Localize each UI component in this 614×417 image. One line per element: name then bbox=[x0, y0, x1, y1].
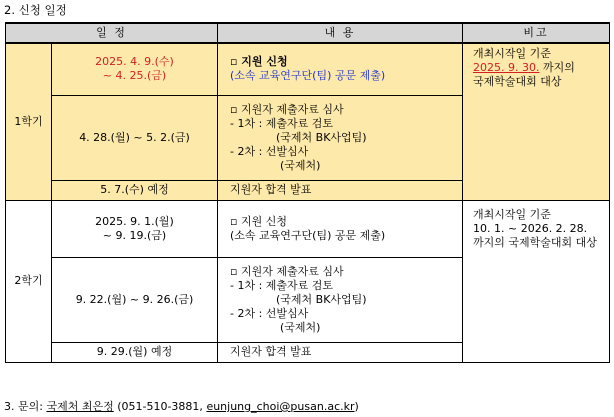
header-schedule: 일 정 bbox=[6, 23, 218, 43]
sem2-review-content: ▫ 지원자 제출자료 심사 - 1차 : 제출자료 검토 (국제처 BK사업팀) - 2차 : 선발심사 (국제처) bbox=[218, 257, 463, 342]
sem1-apply-content: ▫ 지원 신청 (소속 교육연구단(팀) 공문 제출) bbox=[218, 43, 463, 95]
sem2-note: 개최시작일 기준 10. 1. ~ 2026. 2. 28. 까지의 국제학술대회 대상 bbox=[463, 200, 610, 362]
contact-suffix: ) bbox=[354, 400, 359, 413]
contact-prefix: 3. 문의: bbox=[4, 400, 47, 413]
sem1-result-content: 지원자 합격 발표 bbox=[218, 180, 463, 200]
sem1-apply-date: 2025. 4. 9.(수) ~ 4. 25.(금) bbox=[52, 43, 218, 95]
table-row bbox=[6, 43, 610, 95]
sem1-review-date: 4. 28.(월) ~ 5. 2.(금) bbox=[52, 95, 218, 180]
sem2-apply-date: 2025. 9. 1.(월) ~ 9. 19.(금) bbox=[52, 200, 218, 257]
contact-name: 국제처 최은정 bbox=[46, 400, 114, 413]
sem2-review-date: 9. 22.(월) ~ 9. 26.(금) bbox=[52, 257, 218, 342]
sem2-result-date: 9. 29.(월) 예정 bbox=[52, 342, 218, 362]
table-row bbox=[6, 200, 610, 257]
sem1-note: 개최시작일 기준 2025. 9. 30. 까지의 국제학술대회 대상 bbox=[463, 43, 610, 200]
sem2-apply-content: ▫ 지원 신청 (소속 교육연구단(팀) 공문 제출) bbox=[218, 200, 463, 257]
contact-email-link[interactable]: eunjung_choi@pusan.ac.kr bbox=[206, 400, 355, 413]
semester-1-label: 1학기 bbox=[6, 43, 52, 200]
sem2-result-content: 지원자 합격 발표 bbox=[218, 342, 463, 362]
header-note: 비고 bbox=[463, 23, 610, 43]
section-heading: 2. 신청 일정 bbox=[4, 3, 67, 17]
table-header-row bbox=[6, 23, 610, 43]
semester-2-label: 2학기 bbox=[6, 200, 52, 362]
header-content: 내 용 bbox=[218, 23, 463, 43]
contact-phone: (051-510-3881, bbox=[113, 400, 207, 413]
contact-line bbox=[4, 398, 359, 414]
sem1-review-content: ▫ 지원자 제출자료 심사 - 1차 : 제출자료 검토 (국제처 BK사업팀) - 2차 : 선발심사 (국제처) bbox=[218, 95, 463, 180]
sem1-result-date: 5. 7.(수) 예정 bbox=[52, 180, 218, 200]
schedule-table bbox=[5, 22, 610, 363]
